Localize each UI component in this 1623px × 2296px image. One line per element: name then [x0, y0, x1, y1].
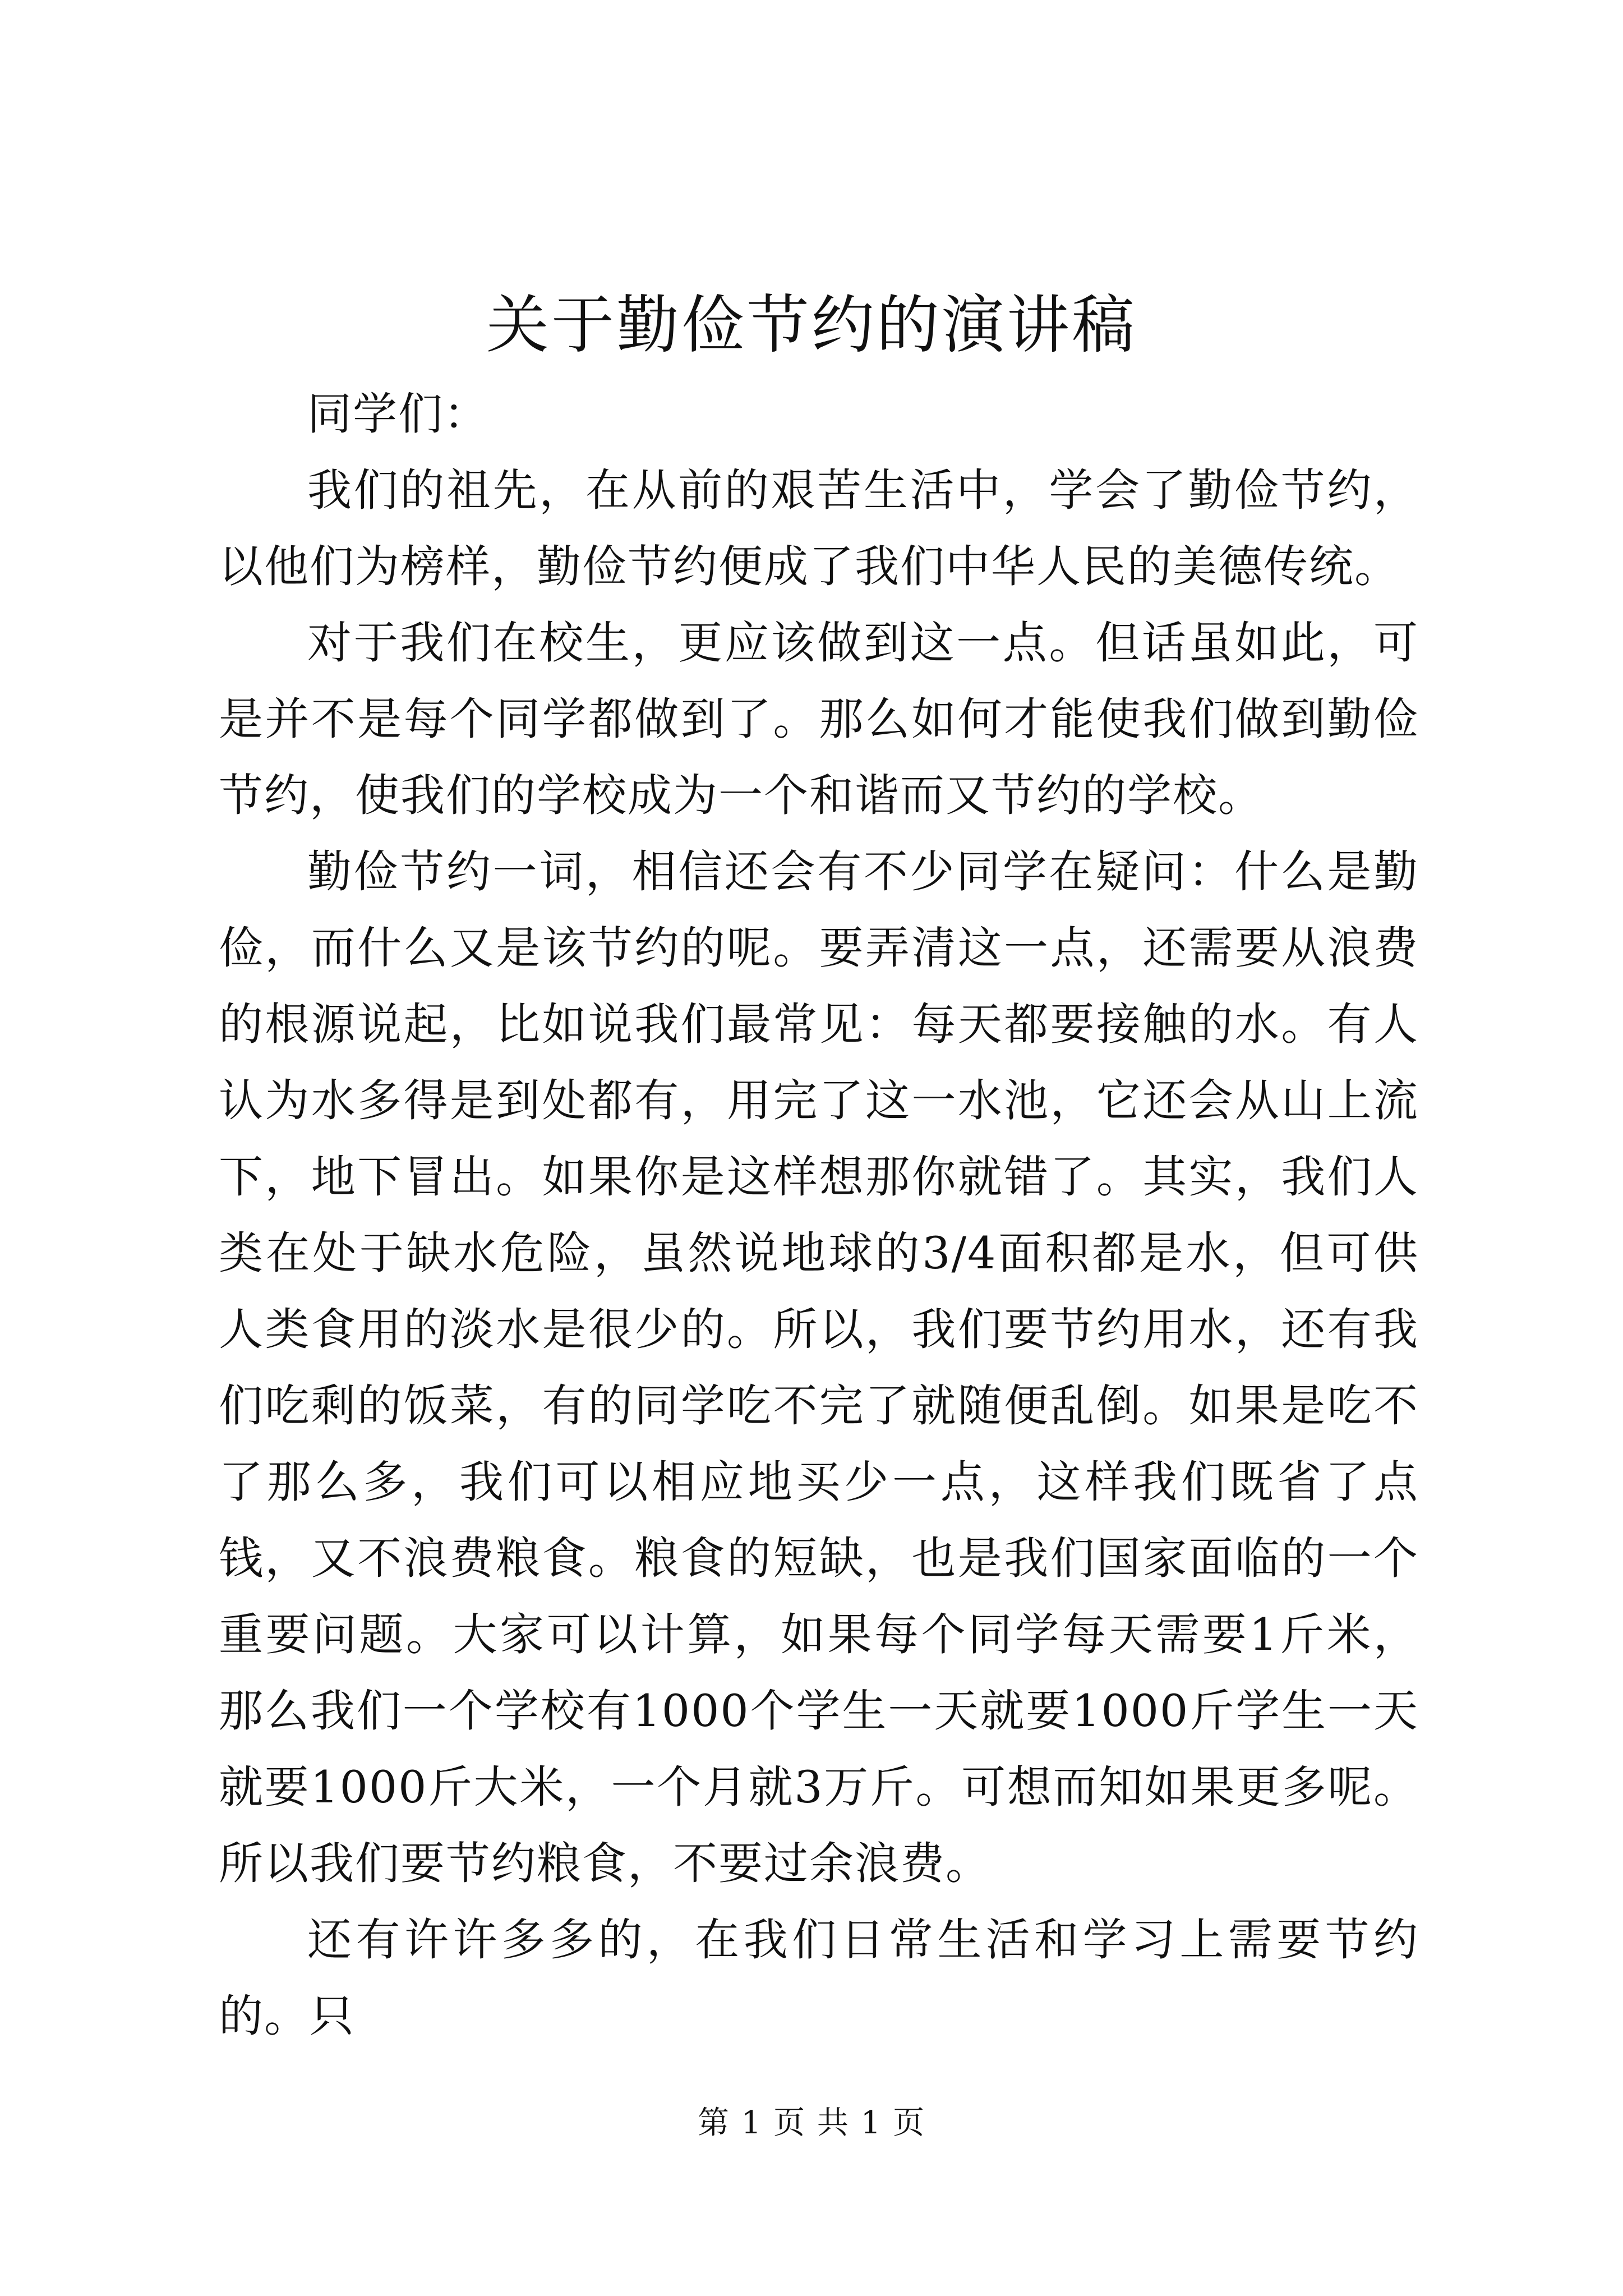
- page-footer: 第 1 页 共 1 页: [697, 2105, 926, 2141]
- paragraph-1: 我们的祖先，在从前的艰苦生活中，学会了勤俭节约，以他们为榜样，勤俭节约便成了我们中华人民的美德传统。: [219, 464, 1419, 592]
- paragraph-3: 勤俭节约一词，相信还会有不少同学在疑问：什么是勤俭，而什么又是该节约的呢。要弄清这一点，还需要从浪费的根源说起，比如说我们最常见：每天都要接触的水。有人认为水多得是到处都有，用完了这一水池，它还会从山上流下，地下冒出。如果你是这样想那你就错了。其实，我们人类在处于缺水危险，虽然说地球的3/4面积都是水，但可供人类食用的淡水是很少的。所以，我们要节约用水，还有我们吃剩的饭菜，有的同学吃不完了就随便乱倒。如果是吃不了那么多，我们可以相应地买少一点，这样我们既省了点钱，又不浪费粮食。粮食的短缺，也是我们国家面临的一个重要问题。大家可以计算，如果每个同学每天需要1斤米，那么我们一个学校有1000个学生一天就要1000斤学生一天就要1000斤大米，一个月就3万斤。可想而知如果更多呢。所以我们要节约粮食，不要过余浪费。: [219, 846, 1419, 1889]
- document-body: [219, 376, 1419, 2054]
- document-title: 关于勤俭节约的演讲稿: [486, 289, 1137, 362]
- paragraph-greeting: 同学们：: [307, 388, 489, 440]
- paragraph-4: 还有许许多多的，在我们日常生活和学习上需要节约的。只: [219, 1914, 1419, 2042]
- paragraph-2: 对于我们在校生，更应该做到这一点。但话虽如此，可是并不是每个同学都做到了。那么如何才能使我们做到勤俭节约，使我们的学校成为一个和谐而又节约的学校。: [219, 617, 1419, 821]
